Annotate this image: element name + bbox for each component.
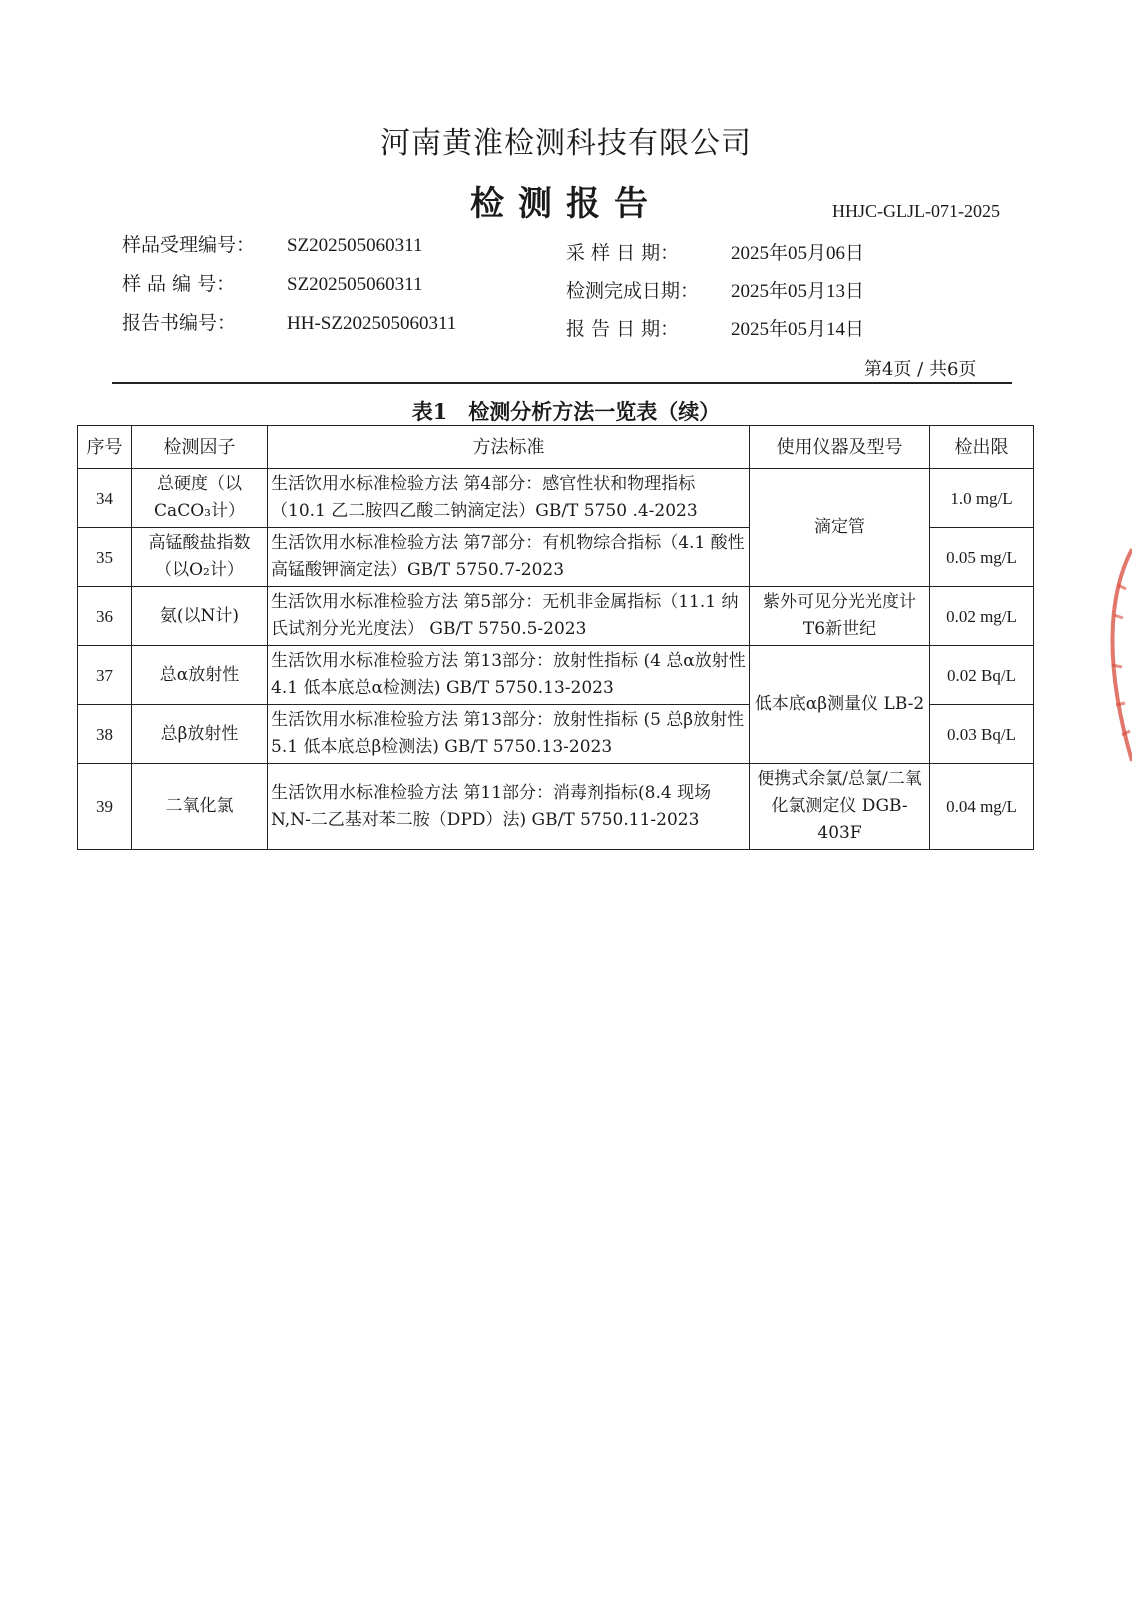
sampling-date-label: 采 样 日 期： xyxy=(566,242,680,264)
row-factor: 总硬度（以CaCO₃计） xyxy=(132,469,268,528)
row-limit: 0.02 Bq/L xyxy=(930,646,1034,705)
row-factor: 总β放射性 xyxy=(132,705,268,764)
sampling-date xyxy=(566,238,864,265)
seal-stamp xyxy=(1098,545,1132,765)
completion-date xyxy=(566,276,864,303)
sample-no xyxy=(122,269,422,296)
header-instrument: 使用仪器及型号 xyxy=(750,426,930,469)
header-limit: 检出限 xyxy=(930,426,1034,469)
row-method: 生活饮用水标准检验方法 第5部分：无机非金属指标（11.1 纳氏试剂分光光度法） GB/T 5750.5-2023 xyxy=(268,587,750,646)
completion-date-label: 检测完成日期： xyxy=(566,280,700,302)
table-row xyxy=(78,646,1034,705)
row-no: 34 xyxy=(78,469,132,528)
header-divider xyxy=(112,382,1012,384)
table-row xyxy=(78,587,1034,646)
company-name: 河南黄淮检测科技有限公司 xyxy=(380,126,752,161)
row-limit: 0.02 mg/L xyxy=(930,587,1034,646)
row-no: 39 xyxy=(78,764,132,850)
row-limit: 1.0 mg/L xyxy=(930,469,1034,528)
row-instrument: 低本底αβ测量仪 LB-2 xyxy=(750,646,930,764)
methods-table xyxy=(77,425,1034,850)
row-limit: 0.03 Bq/L xyxy=(930,705,1034,764)
completion-date-value: 2025年05月13日 xyxy=(731,281,865,302)
row-limit: 0.05 mg/L xyxy=(930,528,1034,587)
row-no: 36 xyxy=(78,587,132,646)
row-factor: 总α放射性 xyxy=(132,646,268,705)
row-instrument: 便携式余氯/总氯/二氧化氯测定仪 DGB-403F xyxy=(750,764,930,850)
header-no: 序号 xyxy=(78,426,132,469)
report-no-label: 报告书编号： xyxy=(122,312,237,334)
sampling-date-value: 2025年05月06日 xyxy=(731,243,865,264)
row-method: 生活饮用水标准检验方法 第11部分：消毒剂指标(8.4 现场N,N-二乙基对苯二胺（DPD）法) GB/T 5750.11-2023 xyxy=(268,764,750,850)
row-instrument: 滴定管 xyxy=(750,469,930,587)
report-no xyxy=(122,308,456,335)
row-no: 38 xyxy=(78,705,132,764)
row-factor: 氨(以N计) xyxy=(132,587,268,646)
table-title: 表1 检测分析方法一览表（续） xyxy=(411,399,721,424)
row-limit: 0.04 mg/L xyxy=(930,764,1034,850)
page-number: 第4页 / 共6页 xyxy=(864,359,977,380)
row-method: 生活饮用水标准检验方法 第4部分：感官性状和物理指标（10.1 乙二胺四乙酸二钠滴定法）GB/T 5750 .4-2023 xyxy=(268,469,750,528)
sample-no-label: 样 品 编 号： xyxy=(122,273,236,295)
sample-receipt-no-value: SZ202505060311 xyxy=(287,235,423,256)
report-title: 检测报告 xyxy=(470,184,662,224)
sample-receipt-no xyxy=(122,230,422,257)
table-row xyxy=(78,469,1034,528)
seal-stamp-graphic xyxy=(1098,545,1132,765)
row-no: 35 xyxy=(78,528,132,587)
row-method: 生活饮用水标准检验方法 第13部分：放射性指标 (5 总β放射性 5.1 低本底总β检测法) GB/T 5750.13-2023 xyxy=(268,705,750,764)
row-instrument: 紫外可见分光光度计 T6新世纪 xyxy=(750,587,930,646)
header-factor: 检测因子 xyxy=(132,426,268,469)
row-factor: 二氧化氯 xyxy=(132,764,268,850)
row-method: 生活饮用水标准检验方法 第13部分：放射性指标 (4 总α放射性 4.1 低本底总α检测法) GB/T 5750.13-2023 xyxy=(268,646,750,705)
document-code: HHJC-GLJL-071-2025 xyxy=(832,201,1000,221)
report-date-value: 2025年05月14日 xyxy=(731,319,865,340)
report-date xyxy=(566,314,864,341)
report-date-label: 报 告 日 期： xyxy=(566,318,680,340)
sample-no-value: SZ202505060311 xyxy=(287,274,423,295)
table-row xyxy=(78,764,1034,850)
table-header-row xyxy=(78,426,1034,469)
row-no: 37 xyxy=(78,646,132,705)
row-method: 生活饮用水标准检验方法 第7部分：有机物综合指标（4.1 酸性高锰酸钾滴定法）GB/T 5750.7-2023 xyxy=(268,528,750,587)
header-method: 方法标准 xyxy=(268,426,750,469)
report-no-value: HH-SZ202505060311 xyxy=(287,313,457,334)
sample-receipt-no-label: 样品受理编号： xyxy=(122,234,256,256)
row-factor: 高锰酸盐指数（以O₂计） xyxy=(132,528,268,587)
